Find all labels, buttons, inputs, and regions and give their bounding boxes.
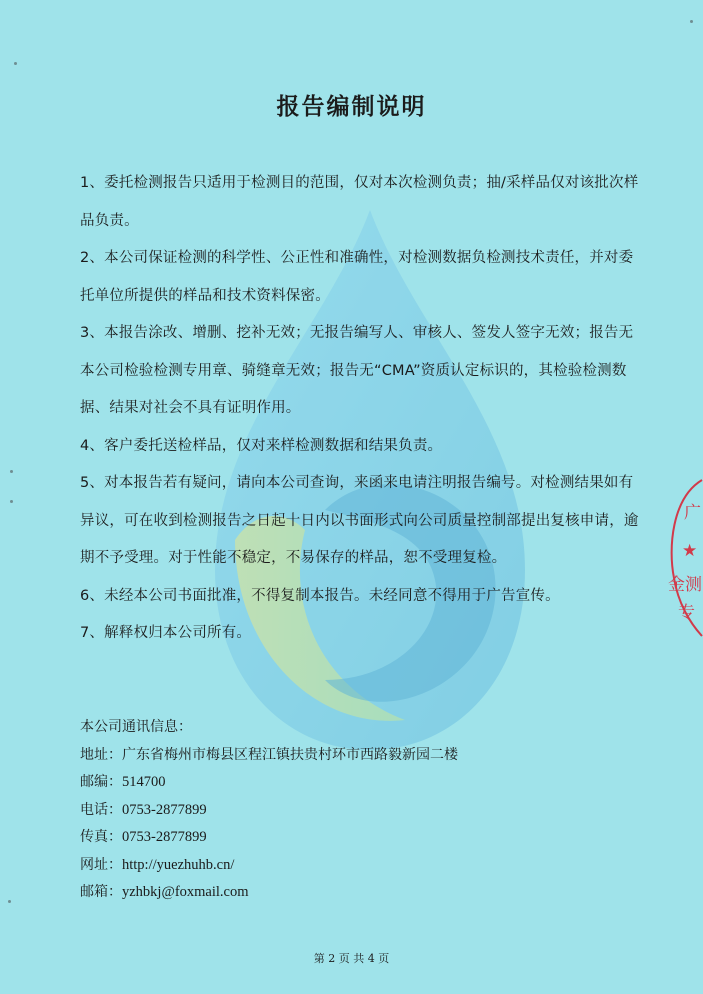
postcode-value: 514700	[122, 774, 166, 790]
contact-fax	[80, 824, 640, 852]
clause-4: 4、客户委托送检样品，仅对来样检测数据和结果负责。	[80, 437, 443, 454]
scan-speck	[690, 20, 693, 23]
page-title: 报告编制说明	[276, 94, 427, 120]
contact-heading: 本公司通讯信息：	[80, 719, 192, 735]
contact-postcode	[80, 769, 640, 797]
address-value: 广东省梅州市梅县区程江镇扶贵村环市西路毅新园二楼	[122, 746, 458, 763]
contact-email	[80, 879, 640, 907]
contact-website	[80, 852, 640, 880]
clause-6: 6、未经本公司书面批准，不得复制本报告。未经同意不得用于广告宣传。	[80, 587, 560, 604]
postcode-label: 邮编：	[80, 774, 122, 790]
website-label: 网址：	[80, 856, 122, 873]
fax-label: 传真：	[80, 829, 122, 845]
scan-speck	[10, 470, 13, 473]
clause-5: 5、对本报告若有疑问，请向本公司查询，来函来电请注明报告编号。对检测结果如有异议，可在收到检测报告之日起十日内以书面形式向公司质量控制部提出复核申请，逾期不予受理。对于性能不稳定，不易保存的样品，恕不受理复检。	[80, 475, 639, 566]
contact-phone	[80, 797, 640, 825]
clause-7: 7、解释权归本公司所有。	[80, 625, 252, 641]
scan-speck	[14, 62, 17, 65]
contact-address	[80, 742, 640, 770]
scan-speck	[8, 900, 11, 903]
fax-value: 0753-2877899	[122, 829, 207, 845]
email-value: yzhbkj@foxmail.com	[122, 884, 249, 900]
page-number: 第 2 页 共 4 页	[313, 952, 390, 965]
seal-char-2: 金测	[668, 575, 702, 595]
phone-value: 0753-2877899	[122, 801, 207, 818]
clause-3: 3、本报告涂改、增删、挖补无效；无报告编写人、审核人、签发人签字无效；报告无本公司检验检测专用章、骑缝章无效；报告无“CMA”资质认定标识的，其检验检测数据、结果对社会不具有证明作用。	[80, 325, 634, 416]
phone-label: 电话：	[80, 801, 122, 818]
seal-char-1: 广	[684, 503, 701, 523]
contact-info	[80, 714, 640, 907]
company-seal-stamp	[664, 478, 703, 638]
seal-star-icon: ★	[682, 541, 698, 561]
scan-speck	[10, 500, 13, 503]
seal-char-3: 专	[678, 603, 695, 623]
website-value: http://yuezhuhb.cn/	[122, 856, 235, 873]
clause-list	[80, 165, 648, 653]
address-label: 地址：	[80, 746, 122, 763]
clause-1: 1、委托检测报告只适用于检测目的范围，仅对本次检测负责；抽/采样品仅对该批次样品负责。	[80, 175, 639, 229]
clause-2: 2、本公司保证检测的科学性、公正性和准确性，对检测数据负检测技术责任，并对委托单位所提供的样品和技术资料保密。	[80, 250, 634, 304]
email-label: 邮箱：	[80, 884, 122, 900]
